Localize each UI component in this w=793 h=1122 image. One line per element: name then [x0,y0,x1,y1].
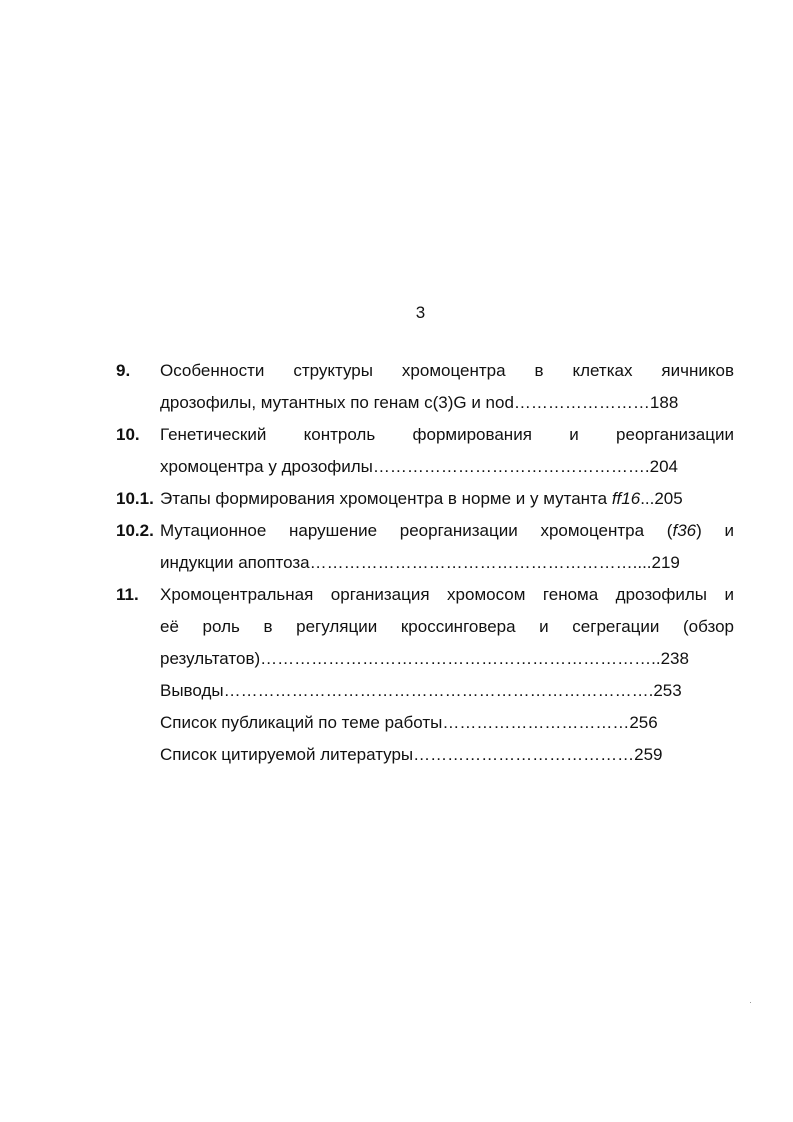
toc-number: 10.2. [116,521,154,540]
toc-number: 11. [116,585,139,604]
toc-title-line: индукции апоптоза…………………………………………………....219 [160,553,680,572]
toc-entry-9 [116,355,734,419]
toc-entry-11 [116,579,734,675]
toc-entry-10-1 [116,483,734,515]
mutant-name: ff16 [611,489,641,508]
toc-title-text: Мутационное нарушение реорганизации хромоцентра ( [160,521,673,540]
scan-speck [750,1002,751,1003]
toc-title-text-end: ) и [696,521,734,540]
toc-entry-10 [116,419,734,483]
toc-entry-references: Список цитируемой литературы…………………………………259 [160,745,663,764]
toc-title-line [160,483,734,515]
mutant-name: f36 [672,521,697,540]
toc-number: 9. [116,361,131,380]
toc-title-line: её роль в регуляции кроссинговера и сегрегации (обзор [160,617,734,636]
toc-title-line [160,515,734,547]
toc-title-line: Особенности структуры хромоцентра в клетках яичников [160,361,734,380]
toc-title-line: хромоцентра у дрозофилы………………………………………….204 [160,457,678,476]
toc-number: 10.1. [116,489,154,508]
toc-entry-10-2 [116,515,734,579]
toc-page-ref: ...205 [640,489,683,508]
toc-entry-publications: Список публикаций по теме работы……………………………256 [160,713,658,732]
toc-title-line: Генетический контроль формирования и реорганизации [160,425,734,444]
page-number: 3 [415,303,426,322]
toc-title-line: дрозофилы, мутантных по генам с(3)G и nod……………………188 [160,393,679,412]
toc-entry-conclusions: Выводы………………………………………………………………….253 [160,681,682,700]
table-of-contents [116,355,734,771]
toc-title-line: результатов)……………………………………………………………..238 [160,649,689,668]
toc-number: 10. [116,425,140,444]
toc-title-line: Хромоцентральная организация хромосом генома дрозофилы и [160,585,734,604]
toc-title-text: Этапы формирования хромоцентра в норме и у мутанта [160,489,612,508]
